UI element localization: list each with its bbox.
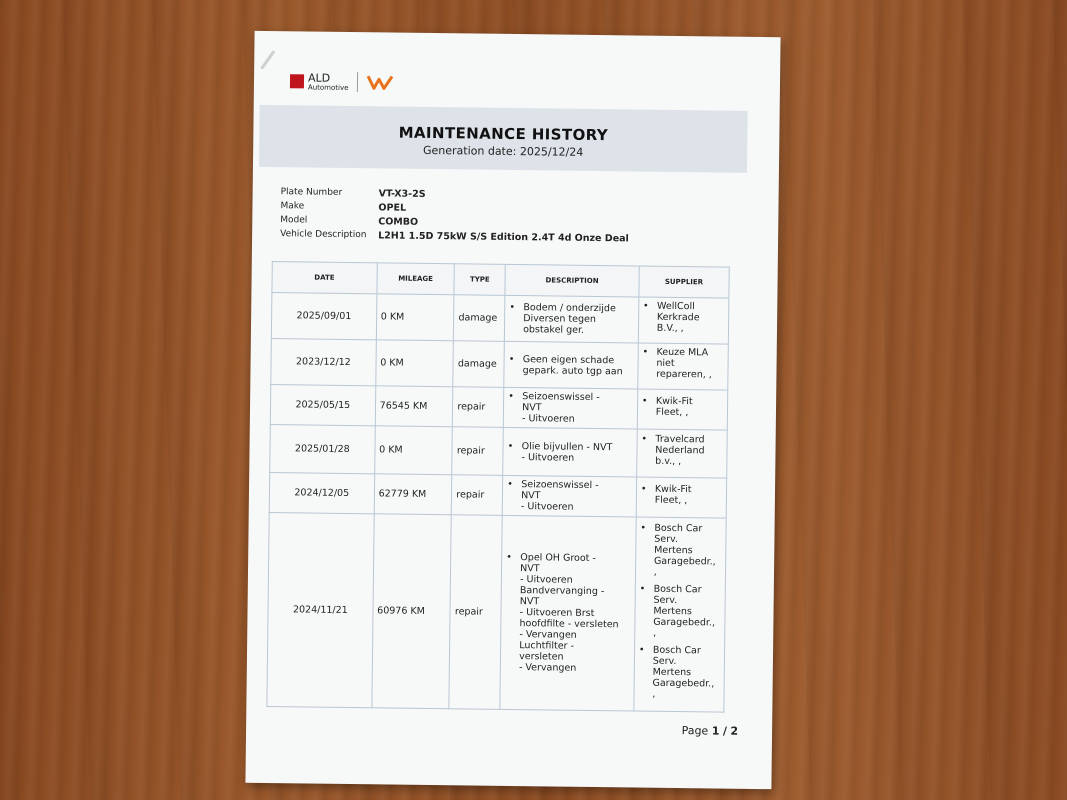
cell-supplier [637,429,728,478]
cell-supplier [634,517,727,712]
description-text: Seizoenswissel - NVT - Uitvoeren [521,391,600,425]
page-number [682,724,739,738]
cell-mileage: 60976 KM [372,514,452,709]
cell-date: 2024/11/21 [267,513,374,708]
cell-date: 2025/05/15 [270,385,375,426]
page-total: 2 [730,724,739,738]
supplier-text: Bosch Car Serv. Mertens Garagebedr., , [652,644,715,700]
supplier-text: Bosch Car Serv. Mertens Garagebedr., , [653,583,716,639]
cell-description [504,295,638,343]
ald-logo-square [290,74,304,88]
document-page [245,31,780,789]
company-logo [290,71,396,92]
cell-description [500,515,636,711]
supplier-bullet [643,301,725,335]
plate-value: VT-X3-2S [378,187,426,200]
cell-mileage: 62779 KM [374,474,452,515]
ald-logo-name: ALD [307,70,331,85]
bullet-glyph: • [642,346,649,358]
supplier-bullet [639,584,721,640]
bullet-glyph: • [641,433,648,445]
bullet-glyph: • [639,583,646,595]
header-supplier: SUPPLIER [639,266,730,298]
table-body [267,293,729,713]
table-row [270,385,727,431]
ald-logo-subtitle: Automotive [307,82,349,92]
make-value: OPEL [378,201,407,214]
cell-type: damage [453,341,504,388]
cell-supplier [638,297,729,344]
supplier-text: Travelcard Nederland b.v., , [655,433,705,468]
model-label: Model [280,215,308,226]
generation-date: Generation date: 2025/12/24 [422,143,584,159]
cell-supplier [636,477,727,518]
ald-logo-text [308,72,349,91]
table-row [270,425,728,479]
bullet-glyph: • [508,390,514,403]
description-bullet [505,552,631,675]
supplier-bullet [638,645,720,701]
supplier-text: Bosch Car Serv. Mertens Garagebedr., , [653,522,716,578]
bullet-glyph: • [640,522,647,534]
description-text: Seizoenswissel - NVT - Uitvoeren [520,479,599,513]
bullet-glyph: • [638,644,645,656]
description-bullet [507,479,632,514]
cell-description [504,341,638,389]
table-row [267,513,726,713]
cell-mileage: 0 KM [374,426,452,475]
bullet-glyph: • [507,478,513,491]
cell-date: 2023/12/12 [271,339,376,386]
supplier-text: Kwik-Fit Fleet, , [654,483,692,506]
table-row [269,473,726,519]
description-text: Bodem / onderzijde Diversen tegen obstakel ger. [523,302,616,336]
vehicle-row-description [280,227,629,245]
supplier-text: WellColl Kerkrade B.V., , [656,300,700,335]
logo-divider [356,72,357,92]
header-type: TYPE [454,264,505,296]
cell-date: 2025/09/01 [271,293,376,340]
partner-w-logo-icon [365,73,395,91]
make-label: Make [280,201,305,212]
description-bullet [508,391,633,426]
vehicle-info [280,185,629,245]
page-current: 1 [711,724,720,738]
cell-type: repair [452,427,503,476]
cell-date: 2024/12/05 [269,473,374,514]
cell-type: repair [453,387,504,428]
page-separator: / [722,724,728,738]
table-row [271,293,729,345]
supplier-bullet [641,434,723,468]
cell-description [502,475,636,517]
header-mileage: MILEAGE [377,263,455,295]
cell-type: repair [449,515,502,710]
cell-type: damage [454,295,505,342]
cell-date: 2025/01/28 [270,425,375,474]
supplier-bullet [642,347,724,381]
staple [260,50,275,70]
bullet-glyph: • [509,301,516,314]
cell-description [503,387,637,429]
cell-supplier [638,343,729,390]
bullet-glyph: • [508,353,515,365]
description-label: Vehicle Description [280,229,367,241]
cell-mileage: 0 KM [376,294,454,341]
supplier-bullet [641,483,722,506]
bullet-glyph: • [640,483,647,495]
supplier-bullet [640,523,722,579]
header-description: DESCRIPTION [505,264,639,297]
cell-type: repair [452,475,503,516]
model-value: COMBO [378,215,419,228]
description-text: Olie bijvullen - NVT - Uitvoeren [521,440,613,464]
maintenance-table [266,261,729,713]
report-header [259,105,748,173]
supplier-text: Kwik-Fit Fleet, , [655,395,693,418]
description-bullet [509,353,634,377]
cell-description [503,427,637,477]
bullet-glyph: • [506,551,513,563]
description-text: Opel OH Groot - NVT - Uitvoeren Bandvervanging - NVT - Uitvoeren Brst hoofdfilte - versleten - Vervangen Luchtfilter - versleten - Vervangen [518,552,619,674]
description-value: L2H1 1.5D 75kW S/S Edition 2.4T 4d Onze Deal [378,229,629,244]
bullet-glyph: • [643,300,649,312]
cell-mileage: 0 KM [375,340,453,387]
cell-supplier [637,389,728,430]
description-text: Geen eigen schade gepark. auto tgp aan [522,353,623,377]
supplier-bullet [642,395,723,418]
header-date: DATE [272,262,377,294]
description-bullet [509,302,634,337]
bullet-glyph: • [507,440,514,452]
bullet-glyph: • [641,395,648,407]
report-title: MAINTENANCE HISTORY [398,123,609,145]
description-bullet [507,440,632,464]
cell-mileage: 76545 KM [375,386,453,427]
table-row [271,339,729,391]
supplier-text: Keuze MLA niet repareren, , [656,346,712,381]
page-label: Page [681,724,709,738]
plate-label: Plate Number [280,187,343,198]
